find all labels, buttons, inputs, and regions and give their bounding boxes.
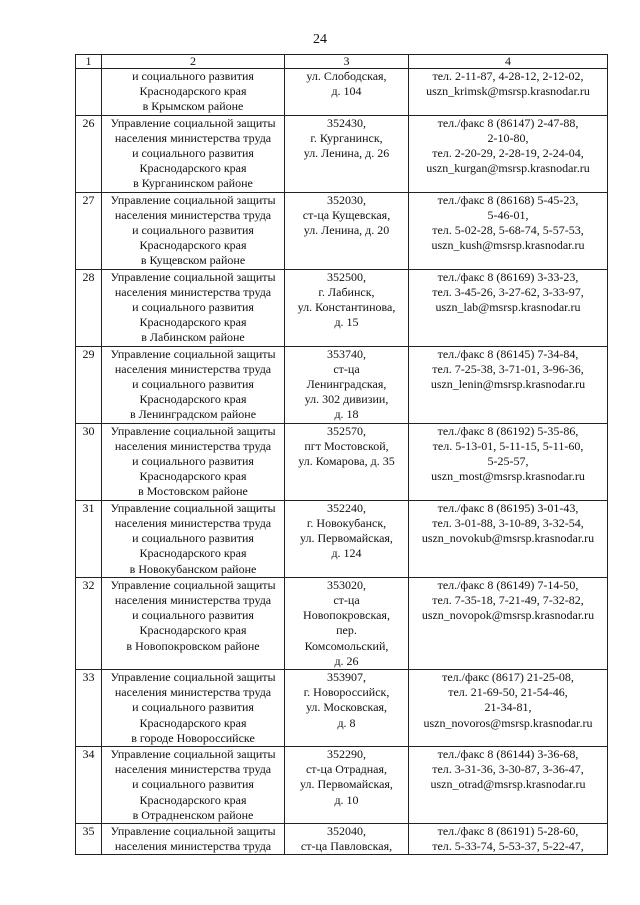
- contacts-cell: [409, 669, 608, 746]
- department-name-line: Управление социальной защиты: [110, 346, 276, 361]
- department-name-line: и социального развития: [132, 300, 254, 315]
- contacts-cell: [409, 69, 608, 116]
- contacts-line: тел./факс 8 (86168) 5-45-23,: [437, 192, 579, 207]
- address-line: ул. Константинова,: [297, 300, 396, 315]
- contacts-line: тел. 5-33-74, 5-53-37, 5-22-47,: [432, 839, 584, 854]
- department-name-line: Управление социальной защиты: [110, 823, 276, 838]
- row-number: 29: [76, 346, 102, 423]
- table-row: [76, 69, 608, 116]
- contacts-line: тел. 5-13-01, 5-11-15, 5-11-60,: [432, 438, 584, 453]
- address-line: д. 26: [334, 653, 359, 668]
- contacts-line: uszn_novopok@msrsp.krasnodar.ru: [421, 608, 595, 623]
- contacts-line: тел./факс 8 (86195) 3-01-43,: [437, 500, 579, 515]
- department-name-line: Краснодарского края: [139, 715, 247, 730]
- page-number: 24: [313, 32, 327, 47]
- address-line: ул. Ленина, д. 26: [303, 146, 390, 161]
- address-line: 352240,: [327, 500, 366, 515]
- contacts-line: 2-10-80,: [487, 130, 529, 145]
- contacts-line: 5-25-57,: [487, 454, 529, 469]
- address-cell: [285, 346, 409, 423]
- contacts-line: тел. 2-11-87, 4-28-12, 2-12-02,: [432, 69, 584, 83]
- table-row: [76, 577, 608, 669]
- column-header: 1: [76, 55, 102, 69]
- contacts-line: тел./факс 8 (86145) 7-34-84,: [437, 346, 579, 361]
- department-name-line: Краснодарского края: [139, 238, 247, 253]
- contacts-cell: [409, 500, 608, 577]
- department-name-line: в городе Новороссийске: [131, 730, 255, 745]
- address-line: Ленинградская,: [306, 377, 387, 392]
- department-name-line: в Мостовском районе: [138, 484, 248, 499]
- address-line: д. 8: [337, 715, 356, 730]
- header-row: [76, 55, 608, 69]
- address-line: ул. Московская,: [305, 700, 388, 715]
- contacts-line: uszn_lab@msrsp.krasnodar.ru: [435, 300, 581, 315]
- address-line: 352430,: [327, 115, 366, 130]
- contacts-cell: [409, 115, 608, 192]
- table-row: [76, 423, 608, 500]
- address-line: 353907,: [327, 669, 366, 684]
- department-name-line: в Ленинградском районе: [129, 407, 257, 422]
- address-line: Новопокровская,: [303, 608, 390, 623]
- contacts-line: uszn_most@msrsp.krasnodar.ru: [431, 469, 585, 484]
- contacts-line: uszn_kush@msrsp.krasnodar.ru: [431, 238, 585, 253]
- address-line: Комсомольский,: [304, 638, 389, 653]
- department-name-line: Управление социальной защиты: [110, 500, 276, 515]
- address-line: ст-ца: [333, 361, 360, 376]
- department-name-line: Управление социальной защиты: [110, 115, 276, 130]
- row-number: 28: [76, 269, 102, 346]
- contacts-cell: [409, 577, 608, 669]
- department-name-line: Краснодарского края: [139, 469, 247, 484]
- department-name-line: населения министерства труда: [114, 284, 272, 299]
- department-name-line: населения министерства труда: [114, 592, 272, 607]
- contacts-line: uszn_otrad@msrsp.krasnodar.ru: [430, 777, 586, 792]
- address-cell: [285, 269, 409, 346]
- table-row: [76, 346, 608, 423]
- department-name-cell: [102, 192, 285, 269]
- address-line: д. 10: [334, 792, 359, 807]
- address-line: 353020,: [327, 577, 366, 592]
- address-cell: [285, 577, 409, 669]
- row-number: [76, 69, 102, 116]
- address-line: д. 104: [331, 84, 362, 99]
- address-line: пгт Мостовской,: [304, 438, 389, 453]
- department-name-line: и социального развития: [132, 69, 254, 83]
- table-row: [76, 823, 608, 854]
- contacts-line: тел. 3-45-26, 3-27-62, 3-33-97,: [432, 284, 584, 299]
- department-name-line: Управление социальной защиты: [110, 423, 276, 438]
- department-name-line: Управление социальной защиты: [110, 269, 276, 284]
- address-cell: [285, 423, 409, 500]
- contacts-line: тел. 3-01-88, 3-10-89, 3-32-54,: [432, 515, 584, 530]
- address-line: ул. Первомайская,: [300, 531, 393, 546]
- contacts-cell: [409, 346, 608, 423]
- department-name-line: Управление социальной защиты: [110, 669, 276, 684]
- department-name-cell: [102, 669, 285, 746]
- department-name-line: населения министерства труда: [114, 438, 272, 453]
- directory-table: [75, 54, 608, 855]
- department-name-line: Краснодарского края: [139, 161, 247, 176]
- department-name-line: Краснодарского края: [139, 392, 247, 407]
- department-name-line: и социального развития: [132, 146, 254, 161]
- address-line: ст-ца Павловская,: [300, 839, 393, 854]
- column-header: 2: [102, 55, 285, 69]
- address-line: 353740,: [327, 346, 366, 361]
- table-row: [76, 746, 608, 823]
- department-name-cell: [102, 577, 285, 669]
- department-name-cell: [102, 746, 285, 823]
- address-line: г. Новороссийск,: [303, 685, 390, 700]
- contacts-line: uszn_lenin@msrsp.krasnodar.ru: [430, 377, 586, 392]
- address-line: ул. 302 дивизии,: [304, 392, 389, 407]
- department-name-line: населения министерства труда: [114, 361, 272, 376]
- contacts-line: тел./факс (8617) 21-25-08,: [442, 669, 574, 684]
- contacts-line: тел./факс 8 (86144) 3-36-68,: [437, 746, 579, 761]
- department-name-line: населения министерства труда: [114, 685, 272, 700]
- contacts-cell: [409, 269, 608, 346]
- address-line: 352500,: [327, 269, 366, 284]
- department-name-cell: [102, 823, 285, 854]
- department-name-line: Краснодарского края: [139, 546, 247, 561]
- contacts-line: тел./факс 8 (86191) 5-28-60,: [437, 823, 579, 838]
- department-name-line: и социального развития: [132, 377, 254, 392]
- department-name-line: в Новокубанском районе: [129, 561, 257, 576]
- contacts-line: тел./факс 8 (86149) 7-14-50,: [437, 577, 579, 592]
- contacts-line: тел./факс 8 (86192) 5-35-86,: [437, 423, 579, 438]
- address-cell: [285, 669, 409, 746]
- department-name-cell: [102, 500, 285, 577]
- department-name-line: Краснодарского края: [139, 623, 247, 638]
- contacts-cell: [409, 746, 608, 823]
- department-name-line: в Кущевском районе: [140, 253, 246, 268]
- row-number: 34: [76, 746, 102, 823]
- contacts-line: uszn_novokub@msrsp.krasnodar.ru: [421, 531, 595, 546]
- department-name-line: Управление социальной защиты: [110, 746, 276, 761]
- department-name-line: и социального развития: [132, 700, 254, 715]
- contacts-line: тел. 7-35-18, 7-21-49, 7-32-82,: [432, 592, 584, 607]
- department-name-line: Краснодарского края: [139, 792, 247, 807]
- department-name-line: населения министерства труда: [114, 130, 272, 145]
- address-cell: [285, 69, 409, 116]
- contacts-line: тел./факс 8 (86147) 2-47-88,: [437, 115, 579, 130]
- address-line: 352570,: [327, 423, 366, 438]
- column-header: 3: [285, 55, 409, 69]
- address-cell: [285, 823, 409, 854]
- department-name-line: в Отрадненском районе: [132, 807, 254, 822]
- department-name-cell: [102, 423, 285, 500]
- address-line: д. 18: [334, 407, 359, 422]
- department-name-line: в Курганинском районе: [133, 176, 253, 191]
- table-row: [76, 500, 608, 577]
- department-name-line: в Новопокровском районе: [126, 638, 260, 653]
- contacts-line: тел. 5-02-28, 5-68-74, 5-57-53,: [432, 223, 584, 238]
- row-number: 31: [76, 500, 102, 577]
- address-line: ул. Слободская,: [306, 69, 387, 83]
- department-name-line: населения министерства труда: [114, 207, 272, 222]
- contacts-line: тел. 21-69-50, 21-54-46,: [448, 685, 568, 700]
- contacts-cell: [409, 192, 608, 269]
- contacts-line: тел. 2-20-29, 2-28-19, 2-24-04,: [432, 146, 584, 161]
- department-name-line: Управление социальной защиты: [110, 192, 276, 207]
- department-name-line: в Крымском районе: [142, 99, 244, 114]
- contacts-line: uszn_kurgan@msrsp.krasnodar.ru: [426, 161, 590, 176]
- address-line: ст-ца Отрадная,: [305, 762, 388, 777]
- column-header: 4: [409, 55, 608, 69]
- table-row: [76, 669, 608, 746]
- address-line: д. 124: [331, 546, 362, 561]
- department-name-line: Управление социальной защиты: [110, 577, 276, 592]
- table-row: [76, 115, 608, 192]
- address-line: ул. Ленина, д. 20: [303, 223, 390, 238]
- address-line: 352290,: [327, 746, 366, 761]
- department-name-line: и социального развития: [132, 223, 254, 238]
- row-number: 35: [76, 823, 102, 854]
- address-line: ул. Комарова, д. 35: [298, 454, 395, 469]
- department-name-line: и социального развития: [132, 454, 254, 469]
- department-name-line: населения министерства труда: [114, 839, 272, 854]
- table-body: [76, 55, 608, 855]
- address-line: 352030,: [327, 192, 366, 207]
- address-line: ст-ца: [333, 592, 360, 607]
- contacts-line: тел./факс 8 (86169) 3-33-23,: [437, 269, 579, 284]
- department-name-cell: [102, 269, 285, 346]
- department-name-cell: [102, 69, 285, 116]
- row-number: 30: [76, 423, 102, 500]
- department-name-line: и социального развития: [132, 777, 254, 792]
- department-name-cell: [102, 346, 285, 423]
- department-name-line: населения министерства труда: [114, 515, 272, 530]
- department-name-line: Краснодарского края: [139, 84, 247, 99]
- address-line: ул. Первомайская,: [300, 777, 393, 792]
- table-row: [76, 192, 608, 269]
- contacts-line: 5-46-01,: [487, 207, 529, 222]
- row-number: 32: [76, 577, 102, 669]
- contacts-line: uszn_krimsk@msrsp.krasnodar.ru: [426, 84, 590, 99]
- department-name-cell: [102, 115, 285, 192]
- contacts-cell: [409, 823, 608, 854]
- contacts-line: тел. 3-31-36, 3-30-87, 3-36-47,: [432, 762, 584, 777]
- address-cell: [285, 115, 409, 192]
- contacts-line: 21-34-81,: [484, 700, 532, 715]
- address-line: г. Курганинск,: [310, 130, 383, 145]
- row-number: 33: [76, 669, 102, 746]
- address-line: пер.: [336, 623, 357, 638]
- address-cell: [285, 500, 409, 577]
- address-line: 352040,: [327, 823, 366, 838]
- row-number: 27: [76, 192, 102, 269]
- address-line: ст-ца Кущевская,: [302, 207, 391, 222]
- table-row: [76, 269, 608, 346]
- department-name-line: Краснодарского края: [139, 315, 247, 330]
- contacts-line: тел. 7-25-38, 3-71-01, 3-96-36,: [432, 361, 584, 376]
- address-line: г. Лабинск,: [318, 284, 375, 299]
- address-line: д. 15: [334, 315, 359, 330]
- row-number: 26: [76, 115, 102, 192]
- address-line: г. Новокубанск,: [306, 515, 387, 530]
- department-name-line: в Лабинском районе: [141, 330, 245, 345]
- department-name-line: и социального развития: [132, 608, 254, 623]
- contacts-cell: [409, 423, 608, 500]
- address-cell: [285, 192, 409, 269]
- department-name-line: и социального развития: [132, 531, 254, 546]
- department-name-line: населения министерства труда: [114, 762, 272, 777]
- contacts-line: uszn_novoros@msrsp.krasnodar.ru: [423, 715, 593, 730]
- address-cell: [285, 746, 409, 823]
